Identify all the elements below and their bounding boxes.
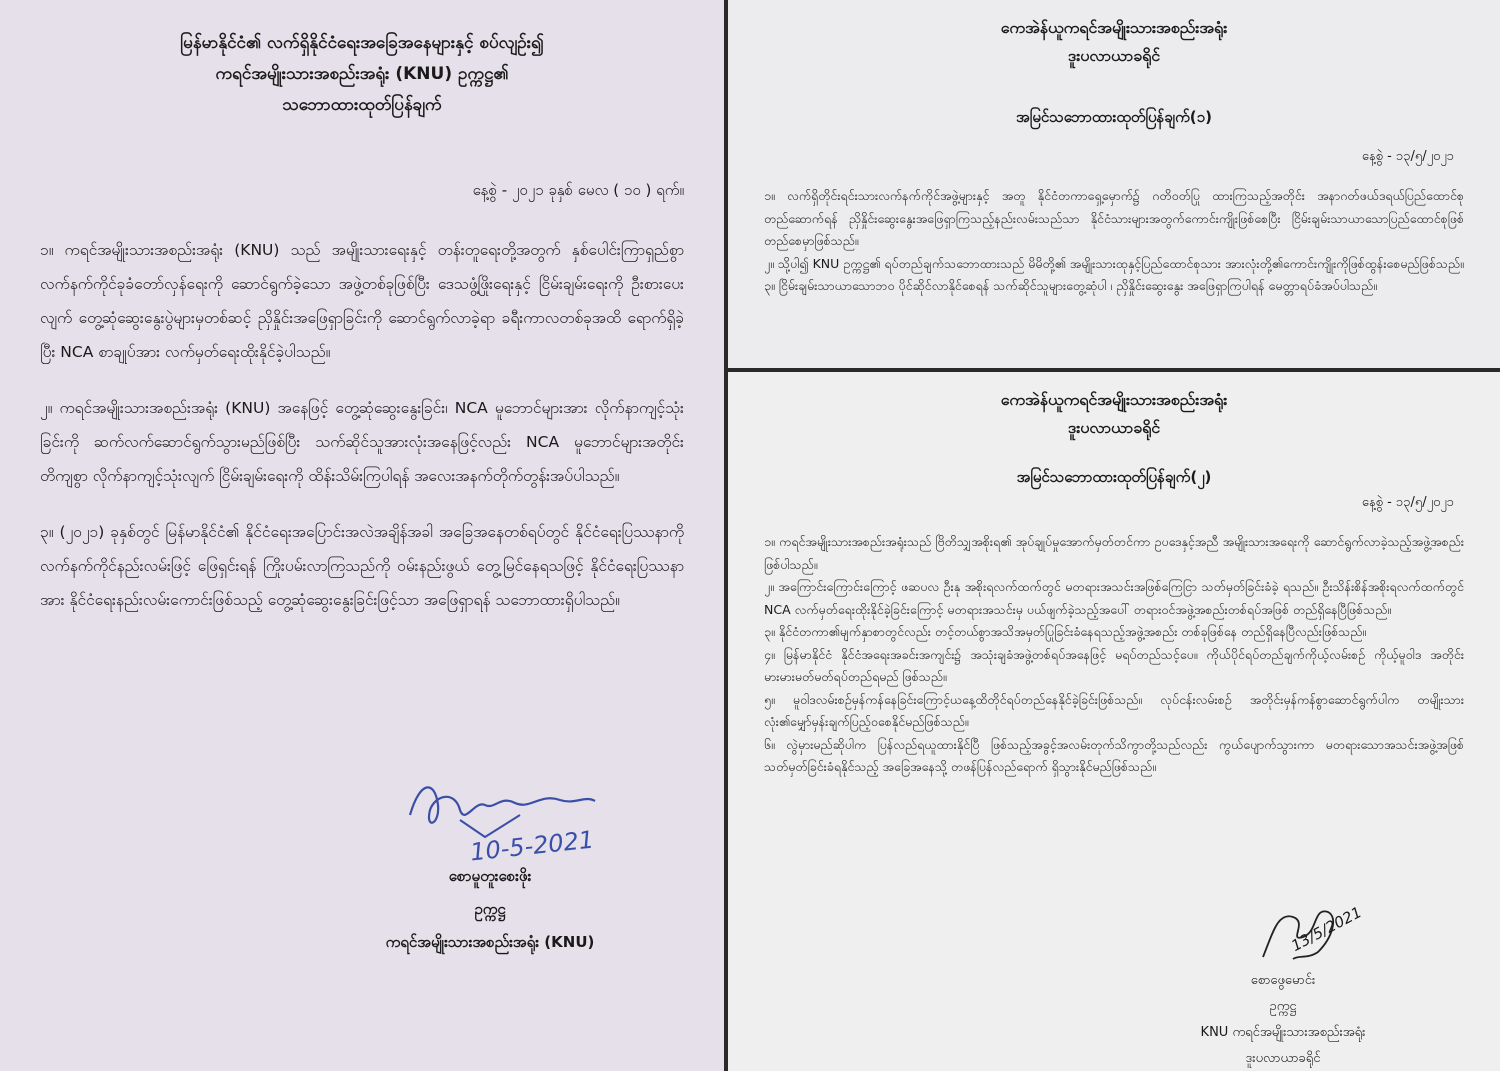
rb-paragraph-1: ၁။ ကရင်အမျိုးသားအစည်းအရုံးသည် ဗြိတိသျှအစိုးရ၏ အုပ်ချုပ်မှုအောက်မှတ်တင်ကာ ဥပဒေနှင့်အညီ အမျိုးသားအရေးကို ဆောင်ရွက်လာခဲ့သည့်အဖွဲ့အစည်းဖြစ်ပါသည်။	[764, 534, 1464, 572]
rb-paragraph-5: ၅။ မူဝါဒလမ်းစဉ်မှန်ကန်နေခြင်းကြောင့်ယနေ့ထိတိုင်ရပ်တည်နေနိုင်ခဲ့ခြင်းဖြစ်သည်။ လုပ်ငန်းလမ်းစဉ် အတိုင်းမှန်ကန်စွာဆောင်ရွက်ပါက တမျိုးသားလုံး၏မျှော်မှန်းချက်ပြည့်ဝစေနိုင်မည်ဖြစ်သည်။	[764, 691, 1464, 729]
left-signer-name: စောမူတူးစေးဖိုး	[448, 867, 532, 885]
statement-document-right-top	[728, 0, 1500, 368]
rb-paragraph-3: ၃။ နိုင်ငံတကာ၏မျက်နှာစာတွင်လည်း တင့်တယ်စွာအသိအမှတ်ပြုခြင်းခံနေရသည့်အဖွဲ့အစည်း တစ်ခုဖြစ်နေ တည်ရှိနေပြီလည်းဖြစ်သည်။	[764, 624, 1367, 639]
rb-header-line-2: ဒူးပလာယာခရိုင်	[1067, 418, 1161, 437]
left-signer-block	[340, 860, 640, 959]
statement-document-right-bottom	[728, 372, 1500, 1071]
rt-title: အမြင်သဘောထားထုတ်ပြန်ချက်(၁)	[1016, 108, 1212, 126]
left-paragraph-1: ၁။ ကရင်အမျိုးသားအစည်းအရုံး (KNU) သည် အမျိုးသားရေးနှင့် တန်းတူရေးတို့အတွက် နှစ်ပေါင်းကြာရှည်စွာ လက်နက်ကိုင်ခုခံတော်လှန်ရေးကို ဆောင်ရွက်ခဲ့သော အဖွဲ့တစ်ခုဖြစ်ပြီး ဒေသဖွံ့ဖြိုးရေးနှင့် ငြိမ်းချမ်းရေးကို ဦးစားပေးလျက် တွေ့ဆုံဆွေးနွေးပွဲများမှတစ်ဆင့် ညှိနှိုင်းအဖြေရှာခြင်းကို ဆောင်ရွက်လာခဲ့ရာ ခရီးကာလတစ်ခုအထိ ရောက်ရှိခဲ့ပြီး NCA စာချုပ်အား လက်မှတ်ရေးထိုးနိုင်ခဲ့ပါသည်။	[40, 241, 684, 361]
right-signer-org: KNU ကရင်အမျိုးသားအစည်းအရုံး	[1200, 1025, 1366, 1040]
rt-paragraph-2: ၂။ သို့ပါ၍ KNU ဥက္ကဋ္ဌ၏ ရပ်တည်ချက်သဘောထားသည် မိမိတို့၏ အမျိုးသားထုနှင့်ပြည်ထောင်စုသား အားလုံးတို့၏ကောင်းကျိုးကိုဖြစ်ထွန်းစေမည်ဖြစ်သည်။	[764, 255, 1464, 271]
left-date: နေ့စွဲ - ၂၀၂၁ ခုနှစ် မေလ ( ၁၀ ) ရက်။	[472, 181, 684, 199]
rt-date: နေ့စွဲ - ၁၃/၅/၂၀၂၁	[1361, 149, 1454, 164]
rb-date: နေ့စွဲ - ၁၃/၅/၂၀၂၁	[1361, 495, 1454, 510]
right-signer-block	[1128, 968, 1438, 1071]
statement-document-left	[0, 0, 724, 1071]
right-signer-district: ဒူးပလာယာခရိုင်	[1245, 1051, 1321, 1066]
left-header-line-1: မြန်မာနိုင်ငံ၏ လက်ရှိနိုင်ငံရေးအခြေအနေများနှင့် စပ်လျဉ်း၍	[180, 33, 544, 53]
left-signer-title: ဥက္ကဋ္ဌ	[474, 900, 506, 918]
right-signature-date: 13/5/2021	[1288, 902, 1365, 956]
left-header-line-2: ကရင်အမျိုးသားအစည်းအရုံး (KNU) ဥက္ကဋ္ဌ၏	[215, 64, 509, 84]
rt-header-line-2: ဒူးပလာယာခရိုင်	[1067, 46, 1161, 65]
rt-paragraph-1: ၁။ လက်ရှိတိုင်းရင်းသားလက်နက်ကိုင်အဖွဲ့များနှင့် အတူ နိုင်ငံတကာရှေ့မှောက်၌ ဂတိဝတ်ပြု ထားကြသည့်အတိုင်း အနာဂတ်ဖယ်ဒရယ်ပြည်ထောင်စုတည်ဆောက်ရန် ညှိနှိုင်းဆွေးနွေးအဖြေရှာကြသည့်နည်းလမ်းသည်သာ နိုင်ငံသားများအတွက်ကောင်းကျိုးဖြစ်စေပြီး ငြိမ်းချမ်းသာယာသောပြည်ထောင်စုဖြစ်တည်စေမှာဖြစ်သည်။	[764, 188, 1464, 248]
left-paragraph-3: ၃။ (၂၀၂၁) ခုနှစ်တွင် မြန်မာနိုင်ငံ၏ နိုင်ငံရေးအပြောင်းအလဲအချိန်အခါ အခြေအနေတစ်ရပ်တွင် နိုင်ငံရေးပြဿနာကို လက်နက်ကိုင်နည်းလမ်းဖြင့် ဖြေရှင်းရန် ကြိုးပမ်းလာကြသည်ကို ဝမ်းနည်းဖွယ် တွေ့မြင်နေရသဖြင့် နိုင်ငံရေးပြဿနာအား နိုင်ငံရေးနည်းလမ်းကောင်းဖြစ်သည့် တွေ့ဆုံဆွေးနွေးခြင်းဖြင့်သာ အဖြေရှာရန် သဘောထားရှိပါသည်။	[40, 523, 684, 609]
left-signature-date: 10-5-2021	[468, 825, 596, 867]
right-signer-name: စောဖွေမောင်း	[1250, 973, 1316, 988]
rt-paragraph-3: ၃။ ငြိမ်းချမ်းသာယာသောဘဝ ပိုင်ဆိုင်လာနိုင်စေရန် သက်ဆိုင်သူများတွေ့ဆုံပါ ၊ ညှိနှိုင်းဆွေးနွေး အဖြေရှာကြပါရန် မေတ္တာရပ်ခံအပ်ပါသည်။	[764, 278, 1377, 293]
left-signer-org: ကရင်အမျိုးသားအစည်းအရုံး (KNU)	[385, 933, 595, 951]
rt-header-line-1: ကေအဲန်ယူကရင်အမျိုးသားအစည်းအရုံး	[1000, 18, 1228, 37]
rb-paragraph-4: ၄။ မြန်မာနိုင်ငံ နိုင်ငံအရေးအခင်းအကျင်း၌ အသုံးချခံအဖွဲ့တစ်ရပ်အနေဖြင့် မရပ်တည်သင့်ပေ။ ကိုယ်ပိုင်ရပ်တည်ချက်ကိုယ့်လမ်းစဉ် ကိုယ့်မူဝါဒ အတိုင်းမားမားမတ်မတ်ရပ်တည်ရမည် ဖြစ်သည်။	[764, 646, 1464, 684]
left-paragraph-2: ၂။ ကရင်အမျိုးသားအစည်းအရုံး (KNU) အနေဖြင့် တွေ့ဆုံဆွေးနွေးခြင်း၊ NCA မူဘောင်များအား လိုက်နာကျင့်သုံး ခြင်းကို ဆက်လက်ဆောင်ရွက်သွားမည်ဖြစ်ပြီး သက်ဆိုင်သူအားလုံးအနေဖြင့်လည်း NCA မူဘောင်များအတိုင်း တိကျစွာ လိုက်နာကျင့်သုံးလျက် ငြိမ်းချမ်းရေးကို ထိန်းသိမ်းကြပါရန် အလေးအနက်တိုက်တွန်းအပ်ပါသည်။	[40, 399, 684, 485]
left-header-line-3: သဘောထားထုတ်ပြန်ချက်	[282, 95, 442, 115]
right-signer-title: ဥက္ကဋ္ဌ	[1269, 999, 1297, 1014]
rb-header-line-1: ကေအဲန်ယူကရင်အမျိုးသားအစည်းအရုံး	[1000, 390, 1228, 409]
rb-paragraph-6: ၆။ လွဲမှားမည်ဆိုပါက ပြန်လည်ရယူထားနိုင်ပြီ ဖြစ်သည့်အခွင့်အလမ်းတုက်သိကွာတို့သည်လည်း ကွယ်ပျောက်သွားကာ မတရားသောအသင်းအဖွဲ့အဖြစ် သတ်မှတ်ခြင်းခံရနိုင်သည့် အခြေအနေသို့ တဖန်ပြန်လည်ရောက် ရှိသွားနိုင်မည်ဖြစ်သည်။	[764, 736, 1464, 774]
rb-paragraph-2: ၂။ အကြောင်းကြောင်းကြောင့် ဖဆပလ ဦးနု အစိုးရလက်ထက်တွင် မတရားအသင်းအဖြစ်ကြေငြာ သတ်မှတ်ခြင်းခံခဲ့ ရသည်။ ဦးသိန်းစိန်အစိုးရလက်ထက်တွင် NCA လက်မှတ်ရေးထိုးနိုင်ခဲ့ခြင်းကြောင့် မတရားအသင်းမှ ပယ်ဖျက်ခဲ့သည့်အပေါ် တရားဝင်အဖွဲ့အစည်းတစ်ရပ်အဖြစ် တည်ရှိနေပြီဖြစ်သည်။	[764, 579, 1464, 617]
rb-title: အမြင်သဘောထားထုတ်ပြန်ချက်(၂)	[1016, 468, 1212, 486]
